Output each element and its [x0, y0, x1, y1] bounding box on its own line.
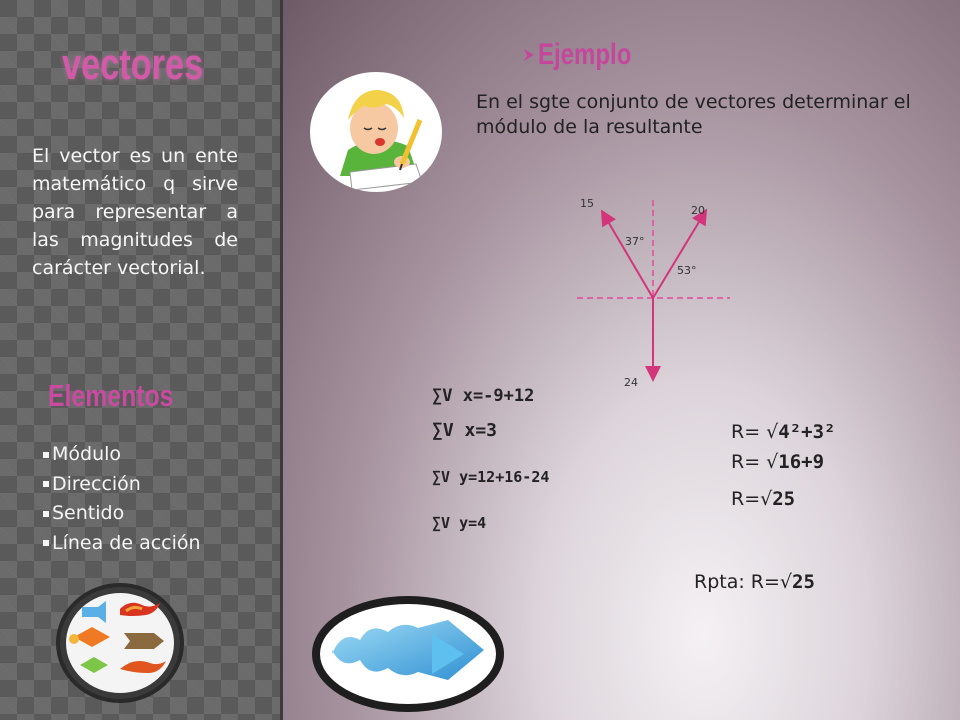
- example-heading: [523, 38, 655, 72]
- equation-sum-x-expression: ∑V x=-9+12: [432, 386, 535, 406]
- bullet-icon: [43, 481, 49, 487]
- bullet-icon: [43, 540, 49, 546]
- list-item: Dirección: [43, 470, 201, 500]
- result-line-3: R=√25: [731, 488, 796, 510]
- answer-line: Rpta: R=√25: [694, 571, 815, 593]
- vector-15: [603, 213, 653, 298]
- example-instruction: En el sgte conjunto de vectores determinar el módulo de la resultante: [476, 91, 911, 138]
- elements-heading: Elementos: [48, 378, 174, 413]
- vector-label-15: 15: [580, 197, 594, 210]
- blue-arrow-image: [312, 596, 504, 712]
- vector-label-24: 24: [624, 376, 638, 389]
- bullet-icon: [43, 511, 49, 517]
- arrows-clipart-image: [56, 583, 184, 703]
- vector-label-20: 20: [691, 204, 705, 217]
- result-line-1: R= √4²+3²: [731, 421, 836, 443]
- result-line-2: R= √16+9: [731, 451, 825, 473]
- slide-title: vectores: [62, 40, 204, 89]
- example-heading-text: Ejemplo: [538, 38, 632, 71]
- equation-sum-y-result: ∑V y=4: [432, 514, 487, 532]
- sidebar: [0, 0, 280, 720]
- elements-list: [43, 440, 201, 558]
- angle-label-37: 37°: [625, 235, 645, 248]
- angle-label-53: 53°: [677, 264, 697, 277]
- bullet-arrow-icon: [523, 48, 535, 62]
- equation-sum-x-result: ∑V x=3: [432, 420, 498, 441]
- list-item: Módulo: [43, 440, 201, 470]
- equation-sum-y-expression: ∑V y=12+16-24: [432, 468, 550, 486]
- list-item: Sentido: [43, 499, 201, 529]
- bullet-icon: [43, 452, 49, 458]
- list-item: Línea de acción: [43, 529, 201, 559]
- vector-20: [653, 212, 705, 298]
- vector-diagram: [560, 190, 760, 390]
- child-writing-image: [310, 72, 442, 192]
- vector-definition: El vector es un ente matemático q sirve para representar a las magnitudes de carácter vectorial.: [32, 145, 238, 279]
